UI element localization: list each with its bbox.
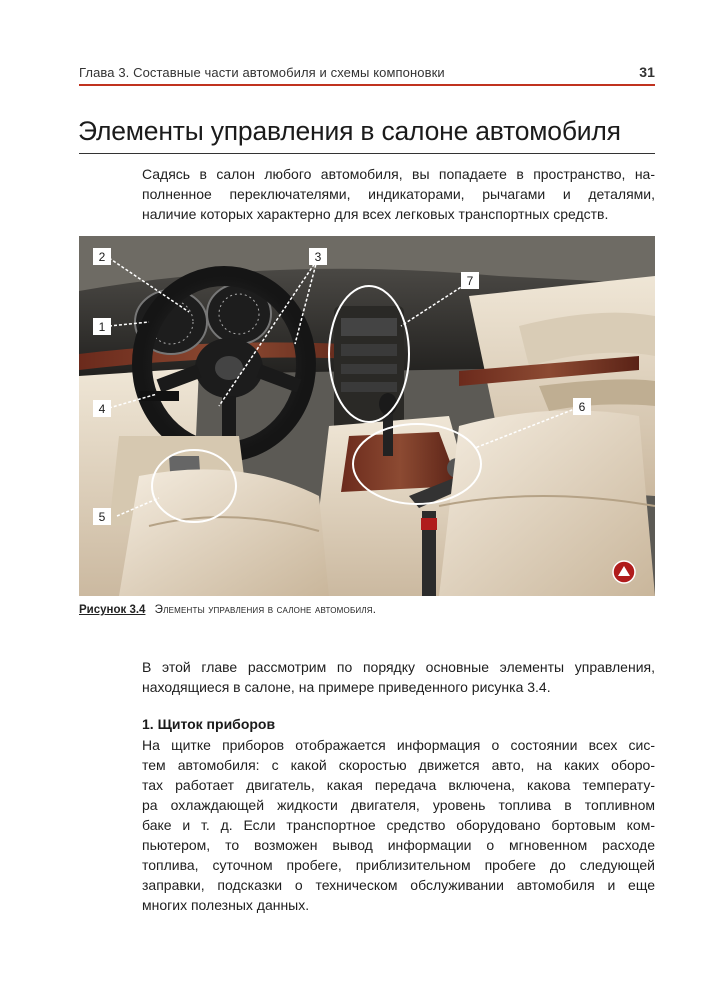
body-line: тах работает двигатель, какая передача включена, какова температу- [142,777,655,793]
callout-6 [573,398,591,415]
chapter-title: Глава 3. Составные части автомобиля и схемы компоновки [79,65,445,80]
svg-text:1: 1 [98,320,106,334]
callout-2 [93,248,111,265]
callout-5 [93,508,111,525]
page-number: 31 [639,64,655,80]
figure-number: Рисунок 3.4 [79,604,146,616]
intro-line: наличие которых характерно для всех легковых транспортных средств. [142,206,609,222]
car-interior-illustration [79,236,655,596]
subsection-heading: 1. Щиток приборов [142,716,276,732]
heading-rule [79,153,655,154]
svg-text:6: 6 [578,400,586,414]
svg-text:3: 3 [314,250,322,264]
callout-1 [93,318,111,335]
svg-text:5: 5 [98,510,106,524]
svg-text:7: 7 [466,274,474,288]
figure-caption [79,604,376,616]
body-line: тем автомобиля: с какой скоростью движется авто, на каких оборо- [142,757,655,773]
intro-line: Садясь в салон любого автомобиля, вы попадаете в пространство, на- [142,166,655,182]
callout-4 [93,400,111,417]
callout-3 [309,248,327,265]
header-rule [79,84,655,86]
instrument-panel-paragraph [142,735,655,915]
car-interior-figure [79,236,655,596]
chapter-intro-line: находящиеся в салоне, на примере приведенного рисунка 3.4. [142,679,551,695]
body-line: баке и т. д. Если транспортное средство оборудовано бортовым ком- [142,817,655,833]
chapter-intro-line: В этой главе рассмотрим по порядку основные элементы управления, [142,659,655,675]
body-line: многих полезных данных. [142,897,310,913]
body-line: топлива, суточном пробеге, приблизительном пробеге до следующей [142,857,655,873]
svg-text:4: 4 [98,402,106,416]
publisher-logo [613,561,635,583]
body-line: На щитке приборов отображается информация о состоянии всех сис- [142,737,655,753]
running-head [79,62,655,84]
chapter-intro-paragraph [142,657,655,697]
figure-caption-text: Элементы управления в салоне автомобиля. [154,604,377,616]
callout-7 [461,272,479,289]
svg-text:2: 2 [98,250,106,264]
body-line: ра охлаждающей жидкости двигателя, уровень топлива в топливном [142,797,655,813]
intro-paragraph [142,164,655,224]
body-line: пьютером, то возможен вывод информации о мгновенном расходе [142,837,655,853]
section-heading: Элементы управления в салоне автомобиля [78,116,621,146]
body-line: заправки, подсказки о техническом обслуживании автомобиля и еще [142,877,655,893]
intro-line: полненное переключателями, индикаторами, рычагами и деталями, [142,186,655,202]
